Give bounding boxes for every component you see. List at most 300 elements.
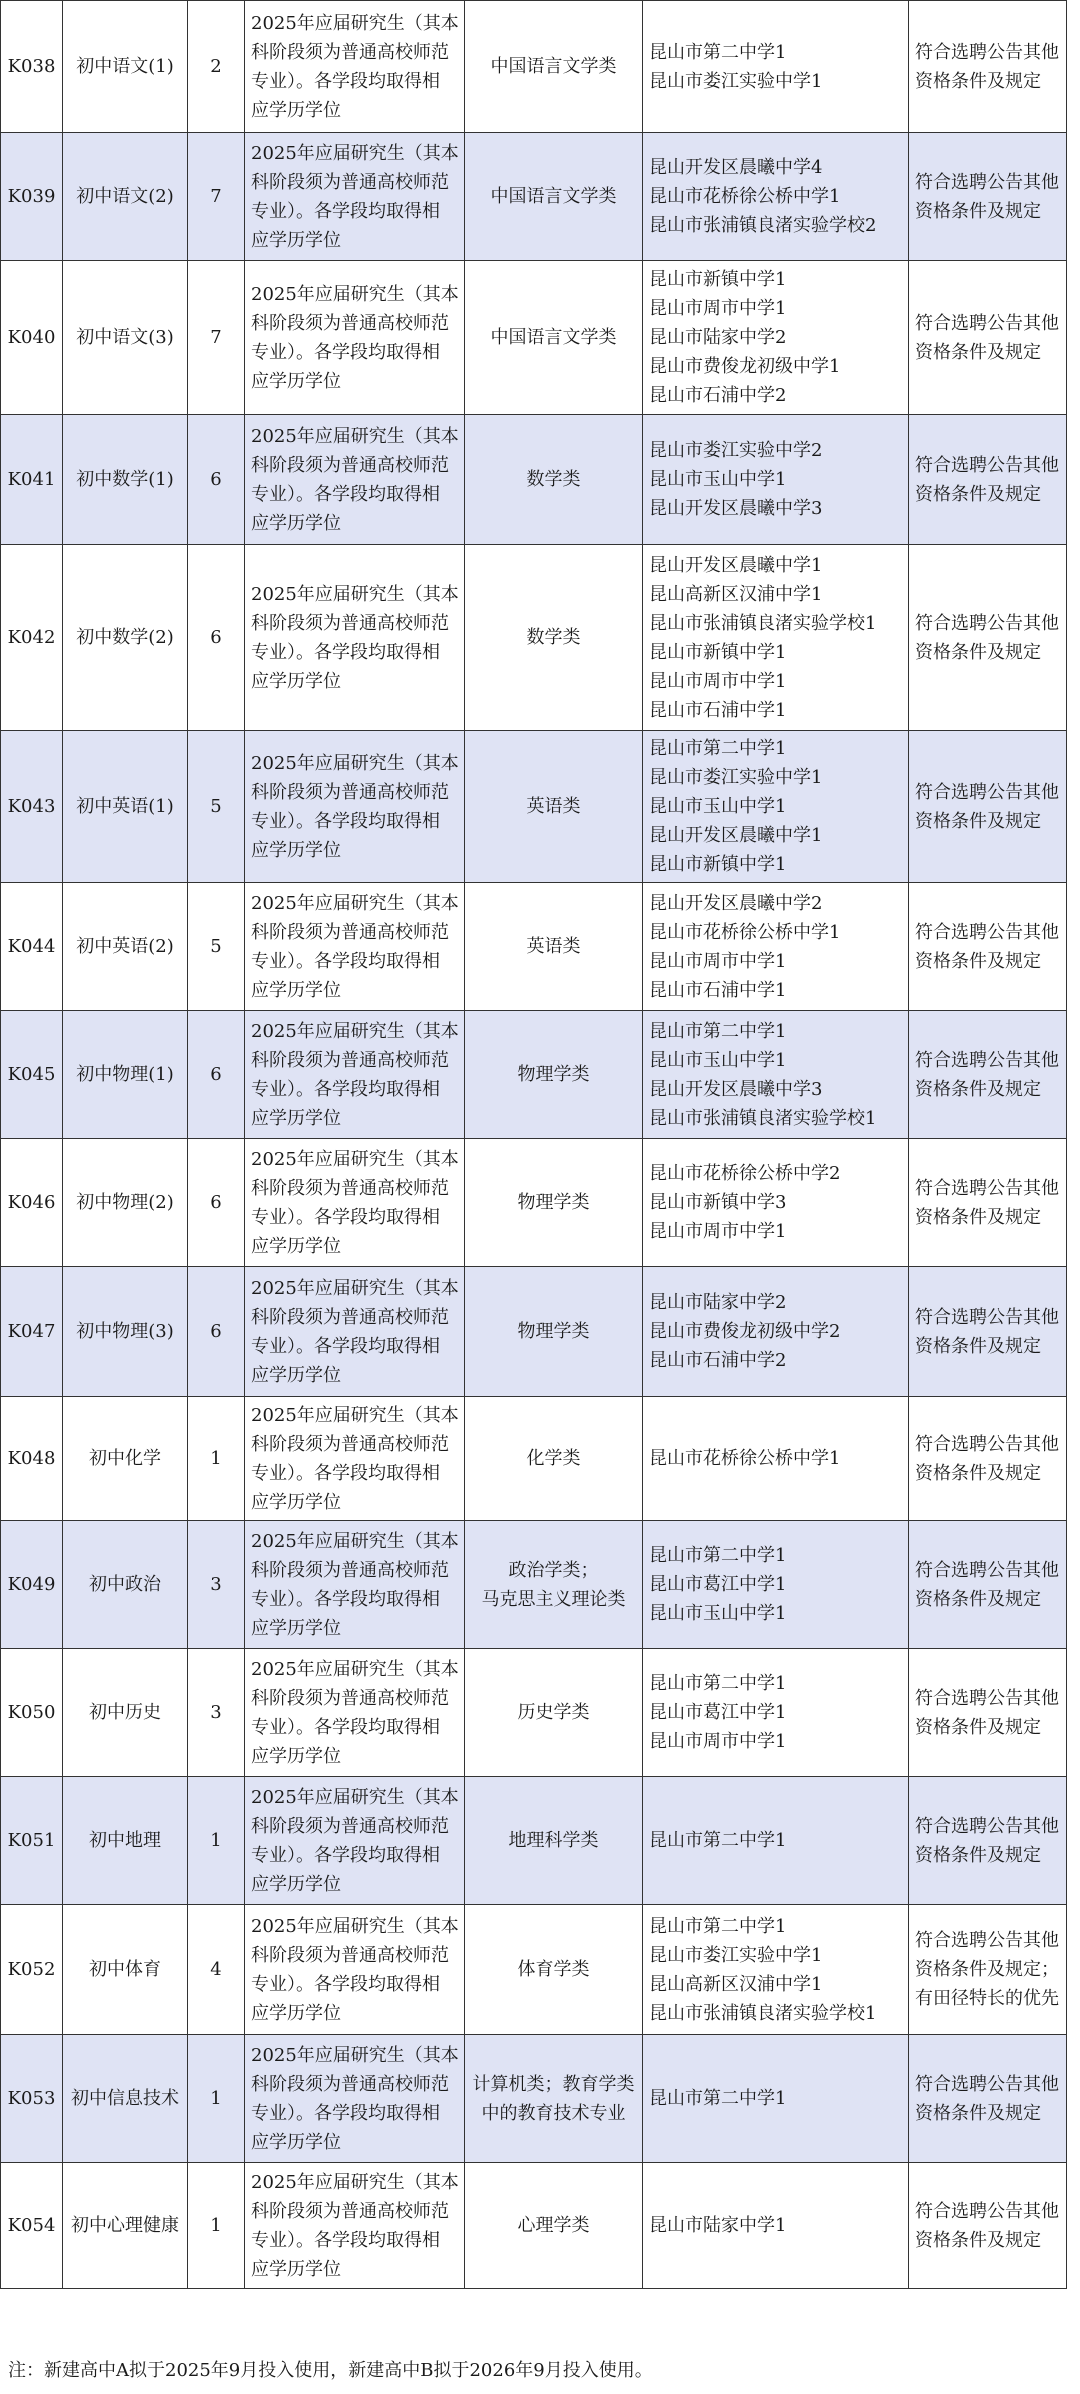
major-cell-line: 中国语言文学类 [490, 327, 617, 348]
requirement-cell-line: 科阶段须为普通高校师范 [251, 921, 449, 943]
school-cell [643, 1397, 909, 1521]
other-conditions-cell-line: 资格条件及规定 [915, 1716, 1041, 1738]
table-row [1, 2163, 1067, 2289]
requirement-cell-line: 应学历学位 [251, 370, 341, 392]
school-cell-line: 昆山市新镇中学1 [649, 854, 787, 875]
major-cell-line: 英语类 [526, 796, 581, 817]
major-cell-line: 物理学类 [517, 1321, 590, 1342]
table-row [1, 545, 1067, 731]
requirement-cell [245, 133, 465, 261]
school-cell-line: 昆山市周市中学1 [649, 1221, 787, 1242]
post-name: 初中物理(1) [63, 1011, 188, 1139]
other-conditions-cell-line: 资格条件及规定； [915, 1959, 1059, 1980]
school-cell-line: 昆山市葛江中学1 [649, 1702, 787, 1723]
requirement-cell-line: 科阶段须为普通高校师范 [251, 1433, 449, 1455]
table-row [1, 1011, 1067, 1139]
table-row [1, 133, 1067, 261]
post-code: K054 [1, 2163, 63, 2289]
school-cell-line: 昆山市陆家中学2 [649, 327, 787, 348]
school-cell-line: 昆山市费俊龙初级中学1 [649, 356, 841, 377]
requirement-cell-line: 科阶段须为普通高校师范 [251, 171, 449, 193]
major-cell-line: 政治学类； [508, 1559, 599, 1581]
other-conditions-cell-line: 符合选聘公告其他 [915, 171, 1059, 193]
school-cell [643, 261, 909, 415]
requirement-cell-line: 科阶段须为普通高校师范 [251, 454, 449, 476]
other-conditions-cell-line: 符合选聘公告其他 [915, 1930, 1059, 1951]
post-code: K048 [1, 1397, 63, 1521]
other-conditions-cell [909, 2163, 1067, 2289]
school-cell-line: 昆山开发区晨曦中学2 [649, 892, 823, 914]
school-cell [643, 1139, 909, 1267]
requirement-cell-line: 2025年应届研究生（其本 [251, 1148, 459, 1170]
other-conditions-cell-line: 符合选聘公告其他 [915, 2200, 1059, 2222]
requirement-cell-line: 专业）。各学段均取得相 [251, 2102, 440, 2124]
requirement-cell-line: 2025年应届研究生（其本 [251, 1404, 459, 1426]
requirement-cell-line: 科阶段须为普通高校师范 [251, 781, 449, 803]
post-name: 初中化学 [63, 1397, 188, 1521]
requirement-cell-line: 应学历学位 [251, 1235, 341, 1257]
other-conditions-cell-line: 资格条件及规定 [915, 1462, 1041, 1484]
requirement-cell-line: 专业）。各学段均取得相 [251, 2229, 440, 2251]
major-cell [465, 1397, 643, 1521]
major-cell [465, 2035, 643, 2163]
requirement-cell-line: 应学历学位 [251, 512, 341, 534]
requirement-cell [245, 2035, 465, 2163]
post-code: K038 [1, 1, 63, 133]
school-cell-line: 昆山市娄江实验中学1 [649, 1944, 823, 1966]
requirement-cell-line: 应学历学位 [251, 979, 341, 1001]
other-conditions-cell [909, 1905, 1067, 2035]
other-conditions-cell-line: 资格条件及规定 [915, 1335, 1041, 1357]
other-conditions-cell [909, 415, 1067, 545]
requirement-cell-line: 2025年应届研究生（其本 [251, 1658, 459, 1680]
other-conditions-cell-line: 符合选聘公告其他 [915, 1433, 1059, 1455]
requirement-cell-line: 2025年应届研究生（其本 [251, 2171, 459, 2193]
other-conditions-cell [909, 1521, 1067, 1649]
requirement-cell-line: 科阶段须为普通高校师范 [251, 1815, 449, 1837]
other-conditions-cell-line: 符合选聘公告其他 [915, 1815, 1059, 1837]
other-conditions-cell-line: 资格条件及规定 [915, 1844, 1041, 1866]
post-name: 初中数学(1) [63, 415, 188, 545]
requirement-cell [245, 1397, 465, 1521]
school-cell [643, 1, 909, 133]
post-name: 初中语文(2) [63, 133, 188, 261]
school-cell-line: 昆山市葛江中学1 [649, 1574, 787, 1595]
major-cell-line: 中的教育技术专业 [481, 2102, 626, 2124]
post-code: K046 [1, 1139, 63, 1267]
table-row [1, 1139, 1067, 1267]
table-row [1, 1905, 1067, 2035]
post-count: 3 [188, 1649, 245, 1777]
post-code: K053 [1, 2035, 63, 2163]
school-cell-line: 昆山市花桥徐公桥中学1 [649, 921, 841, 943]
school-cell-line: 昆山市玉山中学1 [649, 1603, 787, 1624]
other-conditions-cell [909, 133, 1067, 261]
school-cell [643, 2035, 909, 2163]
major-cell [465, 1521, 643, 1649]
post-name: 初中语文(1) [63, 1, 188, 133]
other-conditions-cell-line: 资格条件及规定 [915, 810, 1041, 832]
table-row [1, 731, 1067, 883]
post-code: K051 [1, 1777, 63, 1905]
other-conditions-cell-line: 资格条件及规定 [915, 1206, 1041, 1228]
requirement-cell-line: 2025年应届研究生（其本 [251, 142, 459, 164]
post-name: 初中政治 [63, 1521, 188, 1649]
school-cell-line: 昆山市陆家中学2 [649, 1292, 787, 1313]
table-row [1, 883, 1067, 1011]
major-cell-line: 数学类 [526, 469, 581, 490]
requirement-cell-line: 应学历学位 [251, 2131, 341, 2153]
requirement-cell-line: 应学历学位 [251, 229, 341, 251]
post-name: 初中地理 [63, 1777, 188, 1905]
school-cell-line: 昆山市石浦中学1 [649, 979, 787, 1001]
requirement-cell [245, 1521, 465, 1649]
post-code: K045 [1, 1011, 63, 1139]
requirement-cell [245, 1267, 465, 1397]
school-cell-line: 昆山市周市中学1 [649, 1731, 787, 1752]
requirement-cell-line: 专业）。各学段均取得相 [251, 1844, 440, 1866]
school-cell [643, 1777, 909, 1905]
footnote: 注：新建高中A拟于2025年9月投入使用，新建高中B拟于2026年9月投入使用。 [8, 2360, 653, 2381]
other-conditions-cell-line: 资格条件及规定 [915, 950, 1041, 972]
other-conditions-cell-line: 符合选聘公告其他 [915, 2073, 1059, 2095]
school-cell-line: 昆山高新区汉浦中学1 [649, 1973, 823, 1995]
major-cell [465, 883, 643, 1011]
major-cell-line: 历史学类 [517, 1702, 590, 1723]
major-cell-line: 马克思主义理论类 [481, 1588, 626, 1610]
requirement-cell-line: 应学历学位 [251, 1617, 341, 1639]
requirement-cell-line: 2025年应届研究生（其本 [251, 1530, 459, 1552]
requirement-cell [245, 261, 465, 415]
requirement-cell-line: 科阶段须为普通高校师范 [251, 1687, 449, 1709]
post-count: 2 [188, 1, 245, 133]
school-cell-line: 昆山市玉山中学1 [649, 796, 787, 817]
school-cell-line: 昆山开发区晨曦中学1 [649, 554, 823, 576]
other-conditions-cell-line: 符合选聘公告其他 [915, 1306, 1059, 1328]
post-count: 1 [188, 2035, 245, 2163]
requirement-cell-line: 2025年应届研究生（其本 [251, 2044, 459, 2066]
post-code: K039 [1, 133, 63, 261]
other-conditions-cell-line: 符合选聘公告其他 [915, 1687, 1059, 1709]
requirement-cell [245, 1777, 465, 1905]
other-conditions-cell [909, 261, 1067, 415]
other-conditions-cell-line: 符合选聘公告其他 [915, 781, 1059, 803]
table-body [1, 1, 1067, 2289]
school-cell-line: 昆山高新区汉浦中学1 [649, 583, 823, 605]
school-cell [643, 133, 909, 261]
other-conditions-cell [909, 1267, 1067, 1397]
other-conditions-cell-line: 资格条件及规定 [915, 2102, 1041, 2124]
other-conditions-cell [909, 1777, 1067, 1905]
other-conditions-cell [909, 545, 1067, 731]
school-cell-line: 昆山市陆家中学1 [649, 2215, 787, 2236]
post-name: 初中历史 [63, 1649, 188, 1777]
other-conditions-cell-line: 符合选聘公告其他 [915, 312, 1059, 334]
requirement-cell-line: 科阶段须为普通高校师范 [251, 1944, 449, 1966]
post-count: 6 [188, 1267, 245, 1397]
school-cell [643, 1905, 909, 2035]
other-conditions-cell [909, 1397, 1067, 1521]
post-code: K052 [1, 1905, 63, 2035]
post-name: 初中语文(3) [63, 261, 188, 415]
requirement-cell-line: 科阶段须为普通高校师范 [251, 1177, 449, 1199]
requirement-cell [245, 883, 465, 1011]
other-conditions-cell-line: 资格条件及规定 [915, 2229, 1041, 2251]
requirement-cell [245, 1905, 465, 2035]
post-count: 7 [188, 133, 245, 261]
school-cell [643, 545, 909, 731]
major-cell-line: 英语类 [526, 936, 581, 957]
major-cell-line: 心理学类 [517, 2215, 590, 2236]
major-cell [465, 1777, 643, 1905]
post-count: 6 [188, 545, 245, 731]
school-cell [643, 2163, 909, 2289]
requirement-cell-line: 专业）。各学段均取得相 [251, 1973, 440, 1995]
school-cell-line: 昆山市新镇中学1 [649, 269, 787, 290]
requirement-cell-line: 2025年应届研究生（其本 [251, 283, 459, 305]
requirement-cell-line: 专业）。各学段均取得相 [251, 810, 440, 832]
requirement-cell-line: 应学历学位 [251, 1364, 341, 1386]
school-cell-line: 昆山市石浦中学1 [649, 699, 787, 721]
requirement-cell-line: 2025年应届研究生（其本 [251, 12, 459, 34]
requirement-cell [245, 1, 465, 133]
requirement-cell-line: 科阶段须为普通高校师范 [251, 612, 449, 634]
school-cell-line: 昆山市第二中学1 [649, 1830, 787, 1851]
major-cell [465, 133, 643, 261]
requirement-cell [245, 1011, 465, 1139]
other-conditions-cell-line: 有田径特长的优先 [915, 1988, 1059, 2009]
school-cell-line: 昆山市石浦中学2 [649, 1350, 787, 1371]
post-name: 初中信息技术 [63, 2035, 188, 2163]
school-cell-line: 昆山市石浦中学2 [649, 385, 787, 406]
other-conditions-cell-line: 符合选聘公告其他 [915, 921, 1059, 943]
school-cell-line: 昆山市第二中学1 [649, 1673, 787, 1694]
requirement-cell-line: 专业）。各学段均取得相 [251, 1716, 440, 1738]
school-cell-line: 昆山开发区晨曦中学1 [649, 825, 823, 846]
school-cell-line: 昆山市娄江实验中学2 [649, 440, 823, 461]
table-row [1, 1267, 1067, 1397]
school-cell [643, 1649, 909, 1777]
post-count: 1 [188, 1397, 245, 1521]
post-name: 初中英语(1) [63, 731, 188, 883]
major-cell [465, 2163, 643, 2289]
requirement-cell-line: 科阶段须为普通高校师范 [251, 312, 449, 334]
major-cell [465, 261, 643, 415]
major-cell [465, 1, 643, 133]
major-cell-line: 计算机类；教育学类 [472, 2073, 635, 2095]
requirement-cell-line: 应学历学位 [251, 839, 341, 861]
requirement-cell-line: 专业）。各学段均取得相 [251, 1335, 440, 1357]
post-code: K044 [1, 883, 63, 1011]
school-cell [643, 415, 909, 545]
other-conditions-cell-line: 符合选聘公告其他 [915, 1177, 1059, 1199]
requirement-cell-line: 应学历学位 [251, 1873, 341, 1895]
post-count: 3 [188, 1521, 245, 1649]
requirement-cell-line: 应学历学位 [251, 2002, 341, 2024]
requirement-cell-line: 2025年应届研究生（其本 [251, 425, 459, 447]
major-cell-line: 物理学类 [517, 1064, 590, 1085]
major-cell [465, 1011, 643, 1139]
major-cell [465, 1139, 643, 1267]
school-cell-line: 昆山市娄江实验中学1 [649, 767, 823, 788]
school-cell-line: 昆山开发区晨曦中学4 [649, 157, 823, 178]
requirement-cell-line: 专业）。各学段均取得相 [251, 70, 440, 92]
requirement-cell [245, 415, 465, 545]
post-count: 6 [188, 415, 245, 545]
requirement-cell-line: 专业）。各学段均取得相 [251, 200, 440, 222]
school-cell-line: 昆山市第二中学1 [649, 1020, 787, 1042]
school-cell-line: 昆山市第二中学1 [649, 1545, 787, 1566]
school-cell-line: 昆山市费俊龙初级中学2 [649, 1321, 841, 1342]
other-conditions-cell [909, 1649, 1067, 1777]
post-code: K043 [1, 731, 63, 883]
requirement-cell-line: 专业）。各学段均取得相 [251, 950, 440, 972]
requirement-cell-line: 科阶段须为普通高校师范 [251, 2200, 449, 2222]
school-cell [643, 883, 909, 1011]
school-cell [643, 1521, 909, 1649]
requirement-cell [245, 545, 465, 731]
other-conditions-cell-line: 符合选聘公告其他 [915, 454, 1059, 476]
other-conditions-cell-line: 资格条件及规定 [915, 641, 1041, 663]
school-cell-line: 昆山市第二中学1 [649, 1915, 787, 1937]
post-name: 初中英语(2) [63, 883, 188, 1011]
major-cell-line: 中国语言文学类 [490, 186, 617, 207]
other-conditions-cell [909, 731, 1067, 883]
other-conditions-cell-line: 符合选聘公告其他 [915, 41, 1059, 63]
major-cell-line: 地理科学类 [508, 1830, 599, 1851]
other-conditions-cell-line: 资格条件及规定 [915, 1588, 1041, 1610]
requirement-cell-line: 专业）。各学段均取得相 [251, 641, 440, 663]
requirement-cell-line: 专业）。各学段均取得相 [251, 1462, 440, 1484]
school-cell-line: 昆山市娄江实验中学1 [649, 70, 823, 92]
other-conditions-cell-line: 资格条件及规定 [915, 70, 1041, 92]
major-cell [465, 731, 643, 883]
requirement-cell-line: 应学历学位 [251, 1491, 341, 1513]
school-cell-line: 昆山市花桥徐公桥中学2 [649, 1163, 841, 1184]
table-row [1, 415, 1067, 545]
requirement-cell-line: 科阶段须为普通高校师范 [251, 2073, 449, 2095]
post-count: 4 [188, 1905, 245, 2035]
requirement-cell-line: 专业）。各学段均取得相 [251, 341, 440, 363]
post-code: K049 [1, 1521, 63, 1649]
school-cell-line: 昆山市花桥徐公桥中学1 [649, 1448, 841, 1469]
requirement-cell-line: 专业）。各学段均取得相 [251, 1078, 440, 1100]
other-conditions-cell-line: 资格条件及规定 [915, 483, 1041, 505]
post-code: K040 [1, 261, 63, 415]
school-cell-line: 昆山市张浦镇良渚实验学校1 [649, 1107, 877, 1129]
school-cell [643, 1011, 909, 1139]
requirement-cell-line: 2025年应届研究生（其本 [251, 892, 459, 914]
major-cell [465, 1649, 643, 1777]
requirement-cell-line: 2025年应届研究生（其本 [251, 1020, 459, 1042]
school-cell [643, 731, 909, 883]
other-conditions-cell-line: 资格条件及规定 [915, 341, 1041, 363]
post-count: 7 [188, 261, 245, 415]
post-count: 1 [188, 2163, 245, 2289]
requirement-cell-line: 科阶段须为普通高校师范 [251, 41, 449, 63]
table-row [1, 2035, 1067, 2163]
school-cell [643, 1267, 909, 1397]
other-conditions-cell [909, 1, 1067, 133]
table-row [1, 1649, 1067, 1777]
requirement-cell-line: 应学历学位 [251, 1745, 341, 1767]
post-count: 6 [188, 1011, 245, 1139]
school-cell-line: 昆山市第二中学1 [649, 2088, 787, 2109]
major-cell-line: 物理学类 [517, 1192, 590, 1213]
post-name: 初中物理(3) [63, 1267, 188, 1397]
requirement-cell-line: 应学历学位 [251, 1107, 341, 1129]
requirement-cell-line: 应学历学位 [251, 670, 341, 692]
post-name: 初中数学(2) [63, 545, 188, 731]
other-conditions-cell-line: 符合选聘公告其他 [915, 1559, 1059, 1581]
other-conditions-cell-line: 资格条件及规定 [915, 200, 1041, 222]
requirement-cell [245, 2163, 465, 2289]
other-conditions-cell-line: 符合选聘公告其他 [915, 612, 1059, 634]
major-cell [465, 545, 643, 731]
school-cell-line: 昆山市周市中学1 [649, 670, 787, 692]
post-code: K041 [1, 415, 63, 545]
other-conditions-cell-line: 资格条件及规定 [915, 1078, 1041, 1100]
requirement-cell-line: 专业）。各学段均取得相 [251, 1588, 440, 1610]
school-cell-line: 昆山市周市中学1 [649, 950, 787, 972]
school-cell-line: 昆山市玉山中学1 [649, 469, 787, 490]
school-cell-line: 昆山开发区晨曦中学3 [649, 1078, 823, 1100]
requirement-cell-line: 科阶段须为普通高校师范 [251, 1306, 449, 1328]
post-code: K047 [1, 1267, 63, 1397]
other-conditions-cell [909, 1011, 1067, 1139]
requirement-cell-line: 2025年应届研究生（其本 [251, 1786, 459, 1808]
table-row [1, 261, 1067, 415]
school-cell-line: 昆山市花桥徐公桥中学1 [649, 186, 841, 207]
post-code: K050 [1, 1649, 63, 1777]
school-cell-line: 昆山市新镇中学1 [649, 641, 787, 663]
requirement-cell-line: 2025年应届研究生（其本 [251, 1277, 459, 1299]
requirement-cell-line: 专业）。各学段均取得相 [251, 1206, 440, 1228]
school-cell-line: 昆山开发区晨曦中学3 [649, 498, 823, 519]
major-cell-line: 中国语言文学类 [490, 56, 617, 77]
requirement-cell-line: 2025年应届研究生（其本 [251, 752, 459, 774]
requirement-cell-line: 应学历学位 [251, 99, 341, 121]
post-name: 初中心理健康 [63, 2163, 188, 2289]
requirement-cell-line: 科阶段须为普通高校师范 [251, 1559, 449, 1581]
major-cell-line: 化学类 [526, 1448, 581, 1469]
major-cell [465, 415, 643, 545]
major-cell [465, 1905, 643, 2035]
school-cell-line: 昆山市张浦镇良渚实验学校1 [649, 2002, 877, 2024]
table-row [1, 1, 1067, 133]
major-cell-line: 体育学类 [517, 1959, 590, 1980]
school-cell-line: 昆山市张浦镇良渚实验学校2 [649, 215, 877, 236]
major-cell [465, 1267, 643, 1397]
requirement-cell-line: 专业）。各学段均取得相 [251, 483, 440, 505]
table-row [1, 1521, 1067, 1649]
post-name: 初中物理(2) [63, 1139, 188, 1267]
post-name: 初中体育 [63, 1905, 188, 2035]
post-count: 6 [188, 1139, 245, 1267]
requirement-cell-line: 2025年应届研究生（其本 [251, 583, 459, 605]
post-count: 1 [188, 1777, 245, 1905]
other-conditions-cell [909, 2035, 1067, 2163]
post-count: 5 [188, 731, 245, 883]
school-cell-line: 昆山市第二中学1 [649, 738, 787, 759]
major-cell-line: 数学类 [526, 627, 581, 648]
other-conditions-cell [909, 883, 1067, 1011]
school-cell-line: 昆山市新镇中学3 [649, 1192, 787, 1213]
post-count: 5 [188, 883, 245, 1011]
table-row [1, 1397, 1067, 1521]
school-cell-line: 昆山市玉山中学1 [649, 1049, 787, 1071]
other-conditions-cell [909, 1139, 1067, 1267]
